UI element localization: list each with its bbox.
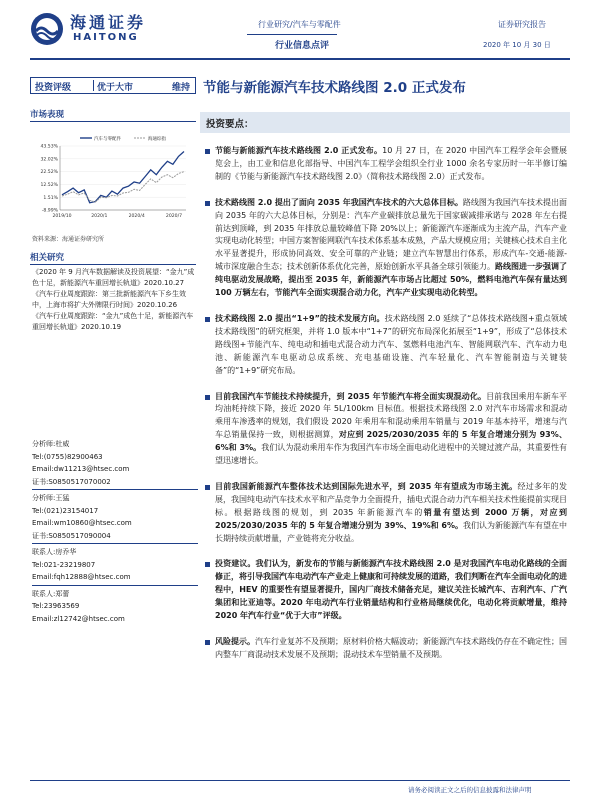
related-research-list bbox=[32, 267, 198, 333]
point-emphasis: 对应到 2025/2030/2035 年的 5 年复合增速分别为 93%、6%和 3%。 bbox=[215, 430, 568, 453]
report-subcategory: 行业信息点评 bbox=[275, 41, 330, 51]
report-title: 节能与新能源汽车技术路线图 2.0 正式发布 bbox=[203, 80, 466, 96]
point-body: 技术路线图 2.0 延续了“总体技术路线图+重点领域技术路线图”的研究框架，并将 1.0 版本中“1+7”的研究布局深化拓展至“1+9”，形成了“总体技术路线图+节能汽车、纯电动和插电式混合动力汽车、氢燃料电池汽车、智能网联汽车、汽车动力电池、新能源汽车电驱动总成系统、充电基础设施、汽车轻量化、汽车智能制造与关键装备”的“1+9”研究布局。 bbox=[215, 313, 568, 375]
report-header bbox=[0, 0, 600, 60]
bullet-icon bbox=[205, 395, 210, 400]
bullet-icon bbox=[205, 149, 210, 154]
bullet-icon bbox=[205, 485, 210, 490]
point-emphasis: 我们认为，新发布的节能与新能源汽车技术路线图 2.0 是对我国汽车电动化路线的全面修正，将引导我国汽车电动汽车产业走上健康和可持续发展的道路，我们判断在汽车全面电动化的进程中，HEV 的重要性有望显著提升，国内厂商技术储备充足，建议关注长城汽车、吉利汽车、广汽集团和比亚迪等。2020 年电动汽车行业销量结构和行业格局继续优化，电动化将贡献增量，维持 2020 年汽车行业“优于大市”评级。 bbox=[215, 559, 567, 621]
points-heading: 投资要点： bbox=[206, 119, 254, 130]
point-lead: 节能与新能源汽车技术路线图 2.0 正式发布。 bbox=[215, 146, 383, 155]
analyst-tel: Tel:(021)23154017 bbox=[32, 506, 99, 515]
contact-tel: Tel:021-23219807 bbox=[32, 560, 96, 569]
report-category: 行业研究/汽车与零配件 bbox=[258, 20, 341, 29]
point-item bbox=[205, 197, 567, 300]
related-item[interactable]: 《汽车行业周度跟踪：“金九”成色十足，新能源汽车重回增长轨道》2020.10.19 bbox=[32, 312, 194, 331]
investment-rating-box bbox=[30, 77, 196, 94]
footer-rule bbox=[30, 780, 570, 781]
point-body: 路线图为我国汽车技术提出面向 2035 年的六大总体目标，分别是：汽车产业碳排放总量先于国家碳减排承诺与 2028 年左右提前达到顶峰，到 2035 年排放总量较峰值下降 20%以上；新能源汽车逐渐成为主流产品，汽车产业实现电动化转型；中国方案智能网联汽车技术体系基本成熟，产品大规模应用；关键核心技术自主化水平显著提升，形成协同高效、安全可靠的产业链；建立汽车智慧出行体系，形成汽车-交通-能源-城市深度融合生态；技术创新体系优化完善，原始创新水平具备全球引领能力。 bbox=[215, 197, 567, 272]
disclaimer-footer: 请务必阅读正文之后的信息披露和法律声明 bbox=[408, 786, 532, 794]
analyst-divider bbox=[32, 585, 198, 586]
series-line-sector bbox=[62, 152, 184, 203]
legend-label-index: 海通综指 bbox=[148, 137, 166, 142]
point-lead: 技术路线图 2.0 提出了面向 2035 年我国汽车技术的六大总体目标。 bbox=[215, 197, 463, 207]
analyst-divider bbox=[32, 489, 198, 490]
contact-email[interactable]: Email:zl12742@htsec.com bbox=[32, 614, 125, 623]
point-item bbox=[205, 145, 567, 184]
analyst-email[interactable]: Email:wm10860@htsec.com bbox=[32, 519, 132, 527]
y-tick-label: 32.02% bbox=[40, 157, 58, 163]
haitong-logo-icon bbox=[30, 12, 64, 46]
logo-chinese-name: 海通证券 bbox=[70, 13, 147, 32]
market-heading-rule bbox=[30, 121, 196, 122]
analyst-divider bbox=[32, 543, 198, 544]
x-tick-label: 2020/4 bbox=[128, 214, 145, 219]
x-tick-label: 2019/10 bbox=[52, 214, 72, 219]
report-type: 证券研究报告 bbox=[498, 20, 546, 29]
point-item bbox=[205, 391, 567, 468]
analyst-contacts bbox=[32, 438, 198, 625]
y-tick-label: 43.53% bbox=[40, 144, 58, 150]
point-body: 经过多年的发展，我国纯电动汽车技术水平和产品竞争力全面提升，插电式混合动力汽车相关技术性能提前实现目标。根据路线图的规划，到 2035 年新能源汽车的 bbox=[215, 481, 567, 517]
point-lead: 投资建议。 bbox=[215, 559, 256, 569]
bullet-icon bbox=[205, 562, 210, 567]
company-logo bbox=[30, 10, 180, 50]
logo-english-name: HAITONG bbox=[73, 32, 139, 43]
x-tick-label: 2020/7 bbox=[165, 214, 183, 219]
point-item bbox=[205, 558, 567, 623]
y-tick-label: 12.52% bbox=[40, 183, 58, 188]
point-body: 汽车行业复苏不及预期；原材料价格大幅波动；新能源汽车技术路线仍存在不确定性；国内整车厂商混动技术发展不及预期；混动技术车型销量不及预期。 bbox=[215, 637, 567, 659]
y-tick-label: 1.51% bbox=[43, 195, 58, 201]
point-emphasis: 路线图进一步强调了纯电驱动发展战略，提出至 2035 年，新能源汽车市场占比超过 50%，燃料电池汽车保有量达到 100 万辆左右，节能汽车全面实现混合动力化，汽车产业实现电动化转型。 bbox=[215, 262, 567, 298]
y-tick-label: -8.99% bbox=[41, 208, 58, 214]
bullet-icon bbox=[205, 201, 210, 206]
point-body: 目前我国乘用车新车平均油耗持续下降，接近 2020 年 5L/100km 目标值。根据技术路线图 2.0 对汽车市场需求和混动乘用车渗透率的规划，我们假设 2020 年乘用车和混动乘用车销量与 2019 年基本持平，增速与汽车总销量保持一致，则根据测算， bbox=[215, 391, 567, 440]
market-heading: 市场表现 bbox=[30, 110, 65, 120]
related-heading-rule bbox=[30, 264, 196, 265]
chart-source: 资料来源：海通证券研究所 bbox=[32, 236, 105, 243]
contact-role: 联系人:房乔华 bbox=[32, 548, 77, 556]
point-after: 我们认为混动乘用车作为我国汽车市场全面电动化进程中的关键过渡产品，其重要性有望迅速增长。 bbox=[215, 443, 568, 466]
header-divider bbox=[247, 34, 337, 35]
analyst-role: 分析师:杜威 bbox=[32, 440, 70, 448]
related-heading: 相关研究 bbox=[30, 253, 65, 263]
key-points bbox=[205, 145, 567, 675]
rating-label: 投资评级 bbox=[35, 83, 72, 93]
point-item bbox=[205, 481, 567, 546]
analyst-role: 分析师:王猛 bbox=[32, 494, 70, 502]
report-date: 2020 年 10 月 30 日 bbox=[483, 41, 551, 49]
x-tick-label: 2020/1 bbox=[91, 214, 108, 219]
rating-status: 维持 bbox=[171, 83, 190, 93]
contact-tel: Tel:23963569 bbox=[32, 602, 80, 610]
related-item[interactable]: 《汽车行业周度跟踪：第三批新能源汽车下乡生效中，上海市将扩大外牌限行时间》2020.10.26 bbox=[32, 290, 186, 309]
point-lead: 目前我国汽车节能技术持续提升，到 2035 年节能汽车将全面实现混动化。 bbox=[215, 391, 487, 401]
analyst-tel: Tel:(0755)82900463 bbox=[32, 452, 103, 461]
point-lead: 技术路线图 2.0 提出“1+9”的技术发展方向。 bbox=[215, 313, 385, 323]
point-lead: 目前我国新能源汽车整体技术达到国际先进水平，到 2035 年有望成为市场主流。 bbox=[215, 481, 518, 491]
point-emphasis: 销量有望达到 2000 万辆，对应到 2025/2030/2035 年的 5 年复合增速分别为 39%、19%和 6%。 bbox=[215, 507, 567, 530]
series-line-index bbox=[62, 172, 184, 203]
market-performance-chart bbox=[30, 134, 190, 224]
point-lead: 风险提示。 bbox=[215, 637, 255, 646]
point-item bbox=[205, 636, 567, 662]
point-after: 我们认为新能源汽车有望在中长期持续贡献增量，产业链将充分收益。 bbox=[215, 520, 568, 543]
related-item[interactable]: 《2020 年 9 月汽车数据解读及投资展望：“金九”成色十足，新能源汽车重回增长轨道》2020.10.27 bbox=[32, 268, 195, 287]
contact-email[interactable]: Email:fqh12888@htsec.com bbox=[32, 573, 131, 581]
y-tick-label: 22.52% bbox=[40, 170, 58, 176]
legend-label-sector: 汽车与零配件 bbox=[94, 137, 121, 142]
header-rule bbox=[30, 58, 570, 60]
rating-divider bbox=[93, 80, 94, 91]
analyst-cert: 证书:S0850517070002 bbox=[32, 477, 111, 486]
point-body: 10 月 27 日，在 2020 中国汽车工程学会年会暨展览会上，由工业和信息化部指导、中国汽车工程学会组织全行业 1000 余名专家历时一年半修订编制的《节能与新能源汽车技术路线图 2.0》（简称技术路线图 2.0）正式发布。 bbox=[215, 146, 567, 181]
point-item bbox=[205, 313, 567, 378]
analyst-email[interactable]: Email:dw11213@htsec.com bbox=[32, 465, 130, 473]
rating-value: 优于大市 bbox=[97, 83, 134, 93]
bullet-icon bbox=[205, 317, 210, 322]
analyst-cert: 证书:S0850517090004 bbox=[32, 531, 111, 540]
bullet-icon bbox=[205, 640, 210, 645]
contact-role: 联系人:郑蕾 bbox=[32, 589, 70, 598]
points-heading-bar bbox=[200, 112, 570, 133]
